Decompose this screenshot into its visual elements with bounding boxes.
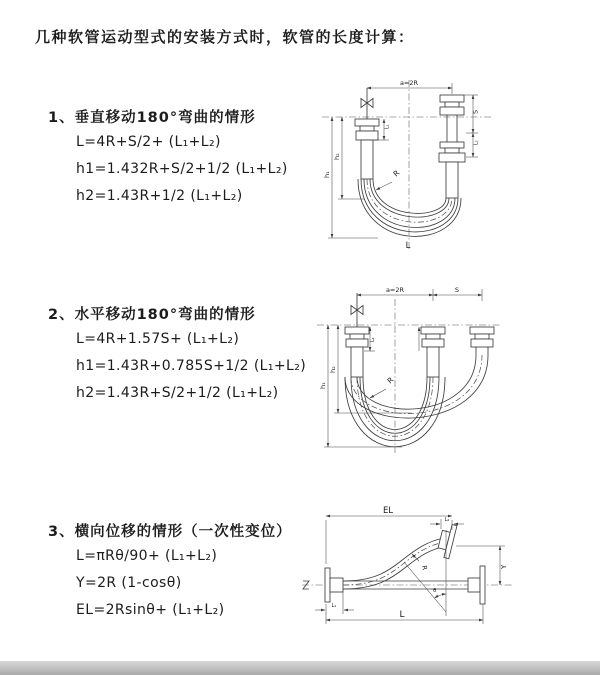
dim-label-s: S	[454, 286, 460, 294]
angle-label: θ	[433, 588, 437, 594]
dim-label-l2: L₂	[444, 517, 450, 523]
hose-u-curves-wide	[345, 355, 488, 418]
radius-label: R	[385, 375, 396, 386]
section-1-heading: 1、垂直移动180°弯曲的情形	[48, 110, 256, 126]
dim-label-l2: L₂	[473, 140, 480, 145]
right-hose-fitting	[470, 327, 494, 355]
length-label: L	[405, 241, 411, 251]
section-1-formula-L: L=4R+S/2+ (L₁+L₂)	[76, 134, 221, 150]
dim-label-a2r: a=2R	[399, 79, 419, 87]
dimension-lines	[324, 289, 482, 447]
section-2-formula-h1: h1=1.43R+0.785S+1/2 (L₁+L₂)	[76, 358, 307, 374]
centerlines	[322, 80, 492, 250]
diagram-vertical-180-bend	[312, 76, 547, 254]
section-3-heading: 3、横向位移的情形（一次性变位）	[48, 524, 292, 540]
section-1-formula-h1: h1=1.432R+S/2+1/2 (L₁+L₂)	[76, 161, 288, 177]
dim-label-s: S	[471, 109, 480, 114]
valve-icon	[351, 293, 363, 327]
left-hose-fitting	[345, 327, 369, 377]
section-2-formula-L: L=4R+1.57S+ (L₁+L₂)	[76, 331, 240, 347]
dim-label-h2: h₂	[333, 153, 341, 160]
section-1-formula-h2: h2=1.43R+1/2 (L₁+L₂)	[76, 188, 243, 204]
scan-edge-strip	[0, 661, 600, 675]
middle-hose-fitting	[421, 327, 445, 377]
dim-label-l: L	[399, 610, 405, 620]
section-3-formula-L: L=πRθ/90+ (L₁+L₂)	[76, 548, 218, 564]
section-3-formula-Y: Y=2R (1-cosθ)	[76, 575, 182, 591]
left-hose-fitting	[355, 119, 379, 179]
section-2-formula-h2: h2=1.43R+S/2+1/2 (L₁+L₂)	[76, 385, 279, 401]
left-flange	[325, 568, 343, 602]
dimension-lines	[315, 516, 505, 624]
radius-label: R	[420, 564, 429, 571]
valve-icon	[361, 88, 373, 119]
right-hose-fitting	[439, 95, 465, 198]
diagram-horizontal-180-bend	[312, 285, 547, 457]
displaced-hose-curve	[343, 523, 457, 589]
dim-label-h2: h₂	[329, 366, 337, 373]
page-title: 几种软管运动型式的安装方式时，软管的长度计算：	[35, 28, 415, 46]
displaced-end-flange	[436, 523, 457, 559]
dim-label-a2r: a=2R	[385, 286, 405, 294]
diagram-lateral-displacement	[300, 500, 600, 642]
dim-label-l1: L₁	[331, 603, 337, 609]
dim-label-h1: h₁	[323, 171, 331, 178]
section-3-formula-EL: EL=2Rsinθ+ (L₁+L₂)	[76, 602, 225, 618]
dim-label-h1: h₁	[319, 382, 327, 389]
dim-label-y: Y	[500, 564, 508, 569]
centerlines	[317, 299, 502, 453]
hose-u-curves	[358, 179, 461, 236]
dim-label-el: EL	[382, 506, 394, 516]
dim-label-l1: L₁	[370, 337, 376, 342]
section-2-heading: 2、水平移动180°弯曲的情形	[48, 307, 256, 323]
radius-label: R	[391, 168, 402, 179]
dim-label-l1: L₁	[384, 124, 391, 129]
